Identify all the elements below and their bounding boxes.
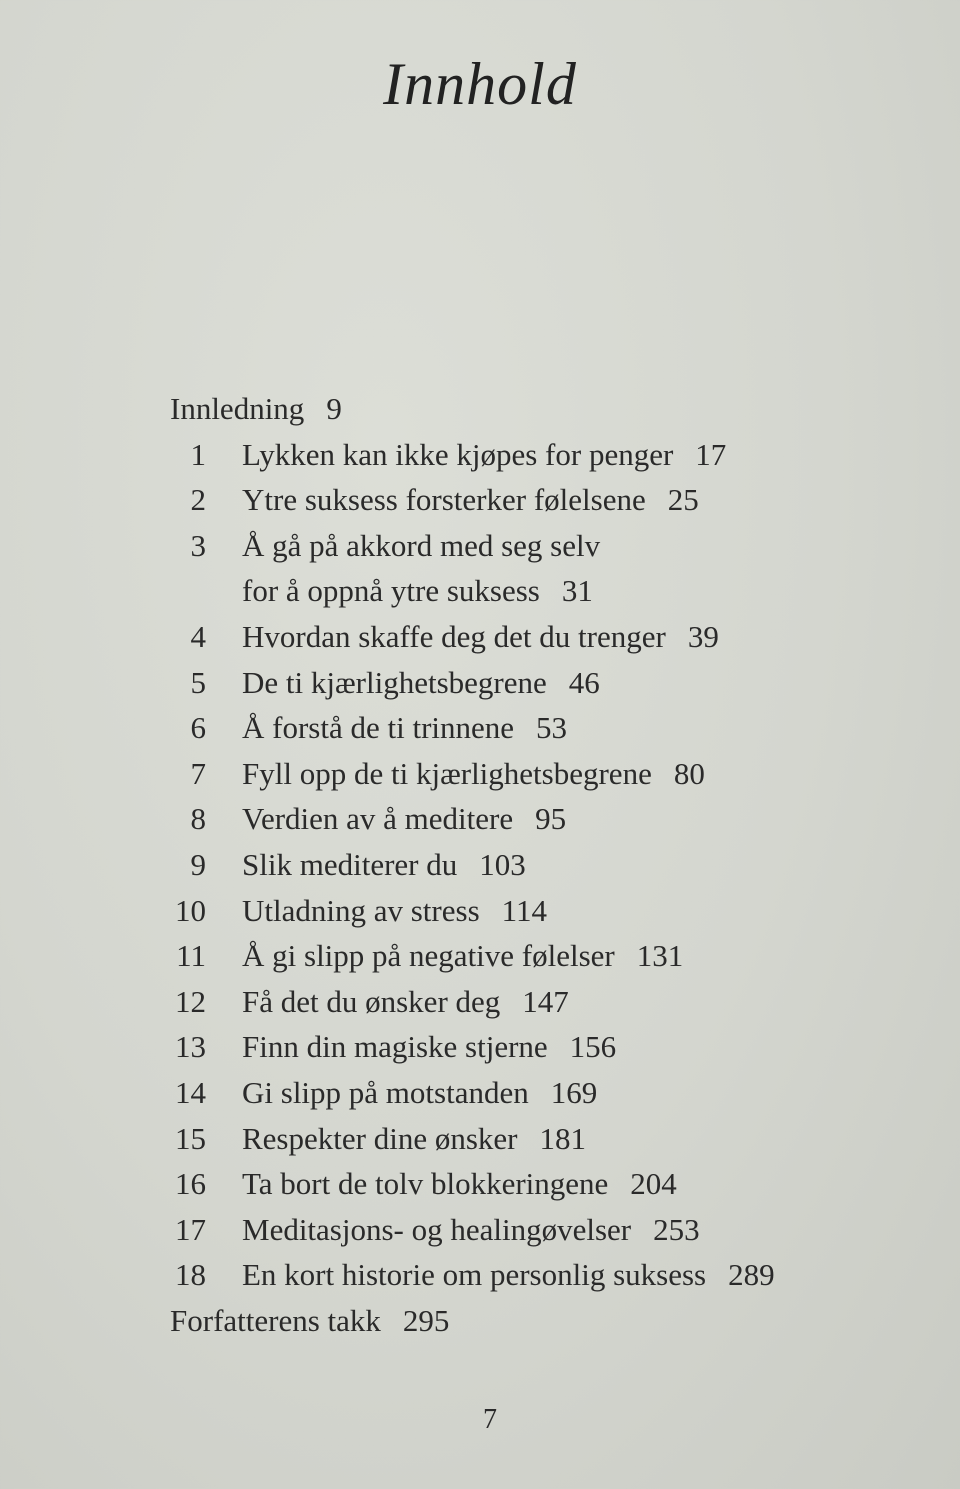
toc-entry-page: 25	[667, 482, 699, 518]
toc-entry-4	[170, 614, 870, 660]
chapter-number: 1	[190, 436, 206, 472]
toc-entry-page: 204	[630, 1166, 677, 1202]
toc-entry-title: Fyll opp de ti kjærlighetsbegrene	[242, 755, 652, 791]
toc-entry-title: De ti kjærlighetsbegrene	[242, 664, 547, 700]
toc-entry-17	[170, 1207, 870, 1253]
chapter-number: 6	[190, 710, 206, 746]
toc-entry-7	[170, 751, 870, 797]
chapter-number: 15	[175, 1120, 206, 1156]
toc-entry-page: 95	[535, 801, 567, 837]
toc-entry-title: Innledning	[170, 391, 305, 426]
toc-entry-6	[170, 705, 870, 751]
chapter-number: 8	[190, 801, 206, 837]
chapter-number: 11	[176, 938, 206, 974]
toc-entry-8	[170, 796, 870, 842]
toc-entry-title: Å gi slipp på negative følelser	[242, 938, 615, 974]
toc-entry-title: Slik mediterer du	[242, 846, 458, 882]
toc-entry-page: 103	[479, 846, 526, 882]
toc-entry-2	[170, 477, 870, 523]
toc-entry-page: 156	[569, 1029, 617, 1065]
toc-entry-title: En kort historie om personlig suksess	[242, 1257, 707, 1293]
toc-entry-title: Ytre suksess forsterker følelsene	[242, 482, 646, 518]
toc-entry-11	[170, 933, 870, 979]
toc-entry-page: 295	[402, 1302, 450, 1338]
toc-entry-page: 46	[568, 664, 600, 700]
toc-entry-title: Få det du ønsker deg	[242, 983, 501, 1019]
toc-entry-page: 114	[501, 892, 547, 928]
toc-entry-title: Respekter dine ønsker	[242, 1120, 518, 1156]
toc-entry-title: Å forstå de ti trinnene	[242, 710, 515, 746]
toc-entry-1	[170, 432, 870, 478]
toc-entry-page: 131	[636, 938, 684, 974]
toc-entry-16	[170, 1161, 870, 1207]
toc-entry-title: Ta bort de tolv blokkeringene	[242, 1166, 609, 1202]
toc-entry-18	[170, 1252, 870, 1298]
chapter-number: 16	[175, 1166, 206, 1202]
toc-entry-title: Hvordan skaffe deg det du trenger	[242, 618, 666, 654]
chapter-number: 5	[190, 664, 206, 700]
toc-entry-title: Verdien av å meditere	[242, 801, 514, 837]
toc-entry-5	[170, 660, 870, 706]
toc-entry-3	[170, 523, 870, 569]
chapter-number: 14	[175, 1074, 206, 1110]
chapter-number: 4	[190, 618, 206, 654]
toc-entry-page: 31	[561, 573, 593, 609]
toc-entry-14	[170, 1070, 870, 1116]
toc-entry-title: Gi slipp på motstanden	[242, 1074, 529, 1110]
toc-entry-page: 53	[536, 710, 568, 746]
page-title: Innhold	[383, 51, 577, 117]
toc-entry-15	[170, 1116, 870, 1162]
chapter-number: 13	[175, 1029, 206, 1065]
toc-entry-title: Meditasjons- og healingøvelser	[242, 1211, 632, 1247]
chapter-number: 9	[190, 846, 206, 882]
toc-entry-acknowledgements	[170, 1298, 870, 1344]
toc-entry-title: Forfatterens takk	[170, 1302, 381, 1338]
toc-entry-13	[170, 1024, 870, 1070]
toc-entry-page: 181	[539, 1120, 586, 1156]
toc-entry-page: 80	[673, 755, 705, 791]
toc-entry-10	[170, 888, 870, 934]
toc-entry-9	[170, 842, 870, 888]
toc-entry-page: 147	[522, 983, 569, 1019]
toc-entry-page: 17	[695, 436, 727, 472]
toc-entry-3-continued	[170, 568, 870, 614]
toc-entry-12	[170, 979, 870, 1025]
toc-entry-page: 289	[728, 1257, 775, 1293]
toc-entry-title: Utladning av stress	[242, 892, 480, 928]
table-of-contents	[170, 386, 870, 1343]
chapter-number: 12	[175, 983, 206, 1019]
chapter-number: 17	[175, 1211, 206, 1247]
toc-entry-page: 169	[550, 1074, 598, 1110]
toc-entry-page: 253	[653, 1211, 700, 1247]
toc-entry-title: Lykken kan ikke kjøpes for penger	[242, 436, 674, 472]
page-number: 7	[483, 1404, 497, 1435]
toc-entry-page: 39	[687, 618, 719, 654]
toc-entry-page: 9	[326, 391, 342, 426]
toc-entry-title: Finn din magiske stjerne	[242, 1029, 548, 1065]
toc-entry-intro	[170, 386, 870, 432]
chapter-number: 3	[190, 527, 206, 563]
chapter-number: 7	[190, 755, 206, 791]
toc-entry-title: Å gå på akkord med seg selv	[242, 527, 601, 563]
toc-entry-title: for å oppnå ytre suksess	[242, 573, 540, 609]
chapter-number: 10	[175, 892, 206, 928]
chapter-number: 2	[190, 482, 206, 518]
chapter-number: 18	[175, 1257, 206, 1293]
